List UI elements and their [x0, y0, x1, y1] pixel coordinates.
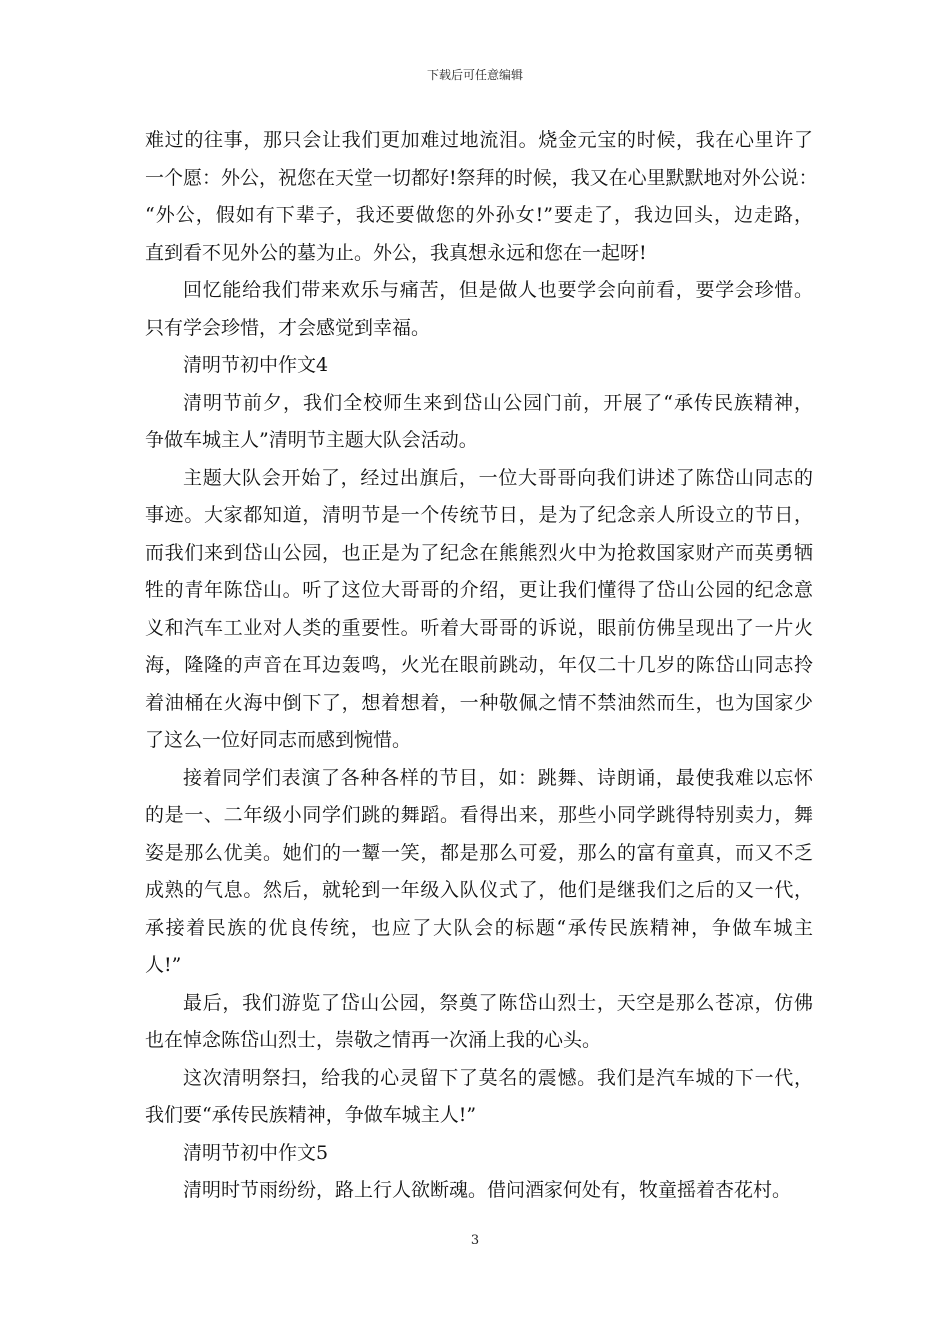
text-line: 清明时节雨纷纷，路上行人欲断魂。借问酒家何处有，牧童摇着杏花村。	[183, 1179, 792, 1201]
text-line: 了这么一位好同志而感到惋惜。	[145, 729, 412, 751]
text-line: 牲的青年陈岱山。听了这位大哥哥的介绍，更让我们懂得了岱山公园的纪念意	[145, 579, 813, 601]
text-line: 清明节初中作文4	[183, 354, 329, 376]
text-line: 回忆能给我们带来欢乐与痛苦，但是做人也要学会向前看，要学会珍惜。	[183, 279, 813, 301]
text-line: “外公，假如有下辈子，我还要做您的外孙女!”要走了，我边回头，边走路，	[145, 204, 813, 226]
text-line: 主题大队会开始了，经过出旗后，一位大哥哥向我们讲述了陈岱山同志的	[183, 466, 813, 489]
text-line: 人!”	[145, 954, 182, 976]
text-line: 只有学会珍惜，才会感觉到幸福。	[145, 316, 431, 339]
text-line: 义和汽车工业对人类的重要性。听着大哥哥的诉说，眼前仿佛呈现出了一片火	[145, 616, 813, 639]
text-line: 海，隆隆的声音在耳边轰鸣，火光在眼前跳动，年仅二十几岁的陈岱山同志拎	[145, 654, 813, 676]
text-line: 直到看不见外公的墓为止。外公，我真想永远和您在一起呀!	[145, 241, 647, 264]
text-line: 的是一、二年级小同学们跳的舞蹈。看得出来，那些小同学跳得特别卖力，舞	[145, 804, 813, 826]
text-line: 清明节前夕，我们全校师生来到岱山公园门前，开展了“承传民族精神，	[183, 391, 813, 414]
text-line: 难过的往事，那只会让我们更加难过地流泪。烧金元宝的时候，我在心里许了	[145, 129, 813, 151]
text-line: 清明节初中作文5	[183, 1141, 329, 1164]
text-line: 这次清明祭扫，给我的心灵留下了莫名的震憾。我们是汽车城的下一代，	[183, 1066, 813, 1089]
text-line: 事迹。大家都知道，清明节是一个传统节日，是为了纪念亲人所设立的节日，	[145, 504, 813, 526]
text-line: 我们要“承传民族精神，争做车城主人!”	[145, 1104, 477, 1126]
page-header: 下载后可任意编辑	[426, 68, 523, 82]
page-number: 3	[470, 1233, 480, 1248]
text-line: 而我们来到岱山公园，也正是为了纪念在熊熊烈火中为抢救国家财产而英勇牺	[145, 541, 813, 564]
text-line: 着油桶在火海中倒下了，想着想着，一种敬佩之情不禁油然而生，也为国家少	[145, 691, 813, 714]
text-line: 一个愿：外公，祝您在天堂一切都好!祭拜的时候，我又在心里默默地对外公说：	[145, 166, 818, 189]
text-line: 最后，我们游览了岱山公园，祭奠了陈岱山烈士，天空是那么苍凉，仿佛	[183, 991, 813, 1014]
text-line: 接着同学们表演了各种各样的节目，如：跳舞、诗朗诵，最使我难以忘怀	[183, 766, 813, 789]
text-line: 成熟的气息。然后，就轮到一年级入队仪式了，他们是继我们之后的又一代，	[145, 879, 813, 901]
document-body	[145, 122, 818, 1210]
text-line: 也在悼念陈岱山烈士，崇敬之情再一次涌上我的心头。	[145, 1029, 602, 1051]
text-line: 姿是那么优美。她们的一颦一笑，都是那么可爱，那么的富有童真，而又不乏	[145, 841, 813, 864]
text-line: 承接着民族的优良传统，也应了大队会的标题“承传民族精神，争做车城主	[145, 916, 813, 939]
text-line: 争做车城主人”清明节主题大队会活动。	[145, 429, 478, 451]
